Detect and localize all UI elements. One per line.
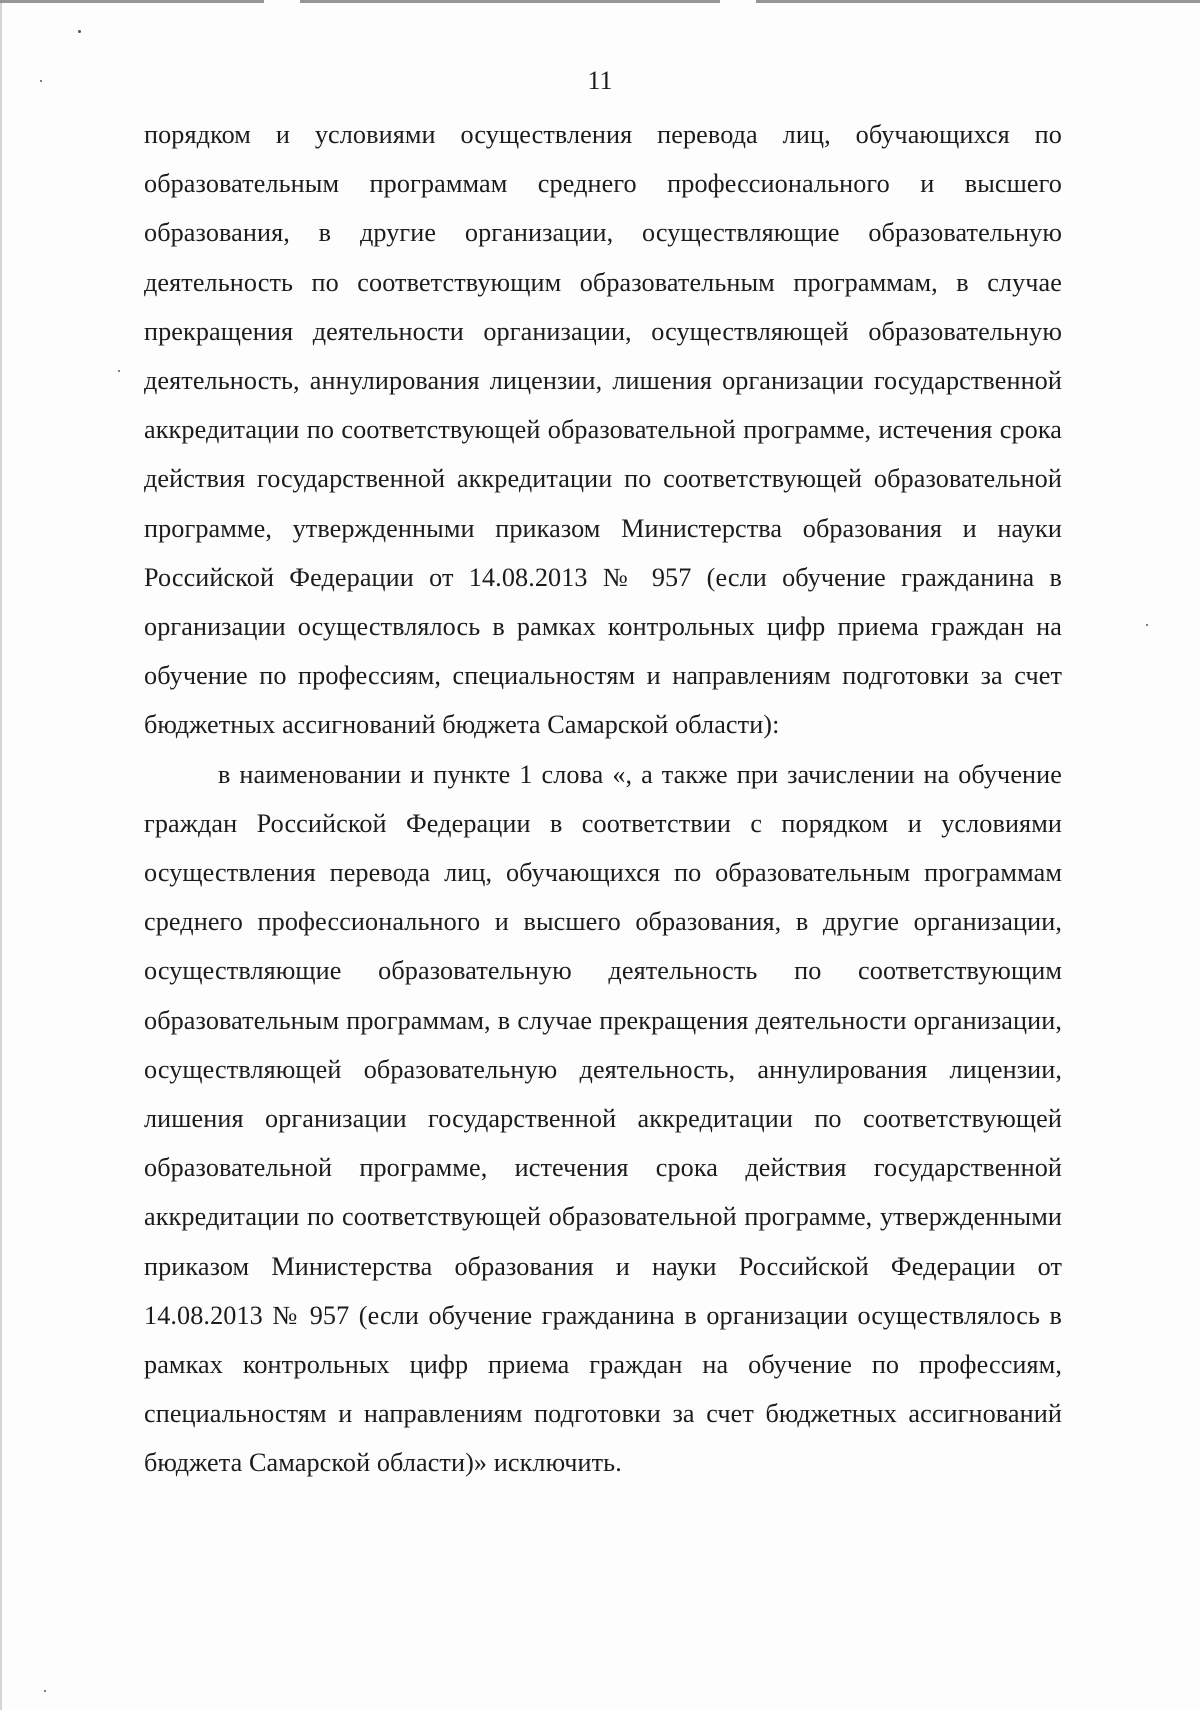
scan-speck <box>78 30 81 33</box>
scan-edge-left <box>0 0 2 1710</box>
page-number: 11 <box>587 66 613 95</box>
paragraph-continuation: порядком и условиями осуществления перевода лиц, обучающихся по образовательным программам среднего профессионального и высшего образования, в другие организации, осуществляющие образовательную деятельность по соответствующим образовательным программам, в случае прекращения деятельности организации, осуществляющей образовательную деятельность, аннулирования лицензии, лишения организации государственной аккредитации по соответствующей образовательной программе, истечения срока действия государственной аккредитации по соответствующей образовательной программе, утвержденными приказом Министерства образования и науки Российской Федерации от 14.08.2013 № 957 (если обучение гражданина в организации осуществлялось в рамках контрольных цифр приема граждан на обучение по профессиям, специальностям и направлениям подготовки за счет бюджетных ассигнований бюджета Самарской области): <box>144 120 1062 740</box>
scan-speck <box>1146 624 1148 626</box>
document-body <box>144 110 1062 1488</box>
scan-speck <box>118 370 120 372</box>
scan-speck <box>44 1690 46 1692</box>
paragraph-amendment: в наименовании и пункте 1 слова «, а также при зачислении на обучение граждан Российской Федерации в соответствии с порядком и условиями осуществления перевода лиц, обучающихся по образовательным программам среднего профессионального и высшего образования, в другие организации, осуществляющие образовательную деятельность по соответствующим образовательным программам, в случае прекращения деятельности организации, осуществляющей образовательную деятельность, аннулирования лицензии, лишения организации государственной аккредитации по соответствующей образовательной программе, истечения срока действия государственной аккредитации по соответствующей образовательной программе, утвержденными приказом Министерства образования и науки Российской Федерации от 14.08.2013 № 957 (если обучение гражданина в организации осуществлялось в рамках контрольных цифр приема граждан на обучение по профессиям, специальностям и направлениям подготовки за счет бюджетных ассигнований бюджета Самарской области)» исключить. <box>144 759 1062 1478</box>
scan-edge-top <box>0 0 1200 3</box>
